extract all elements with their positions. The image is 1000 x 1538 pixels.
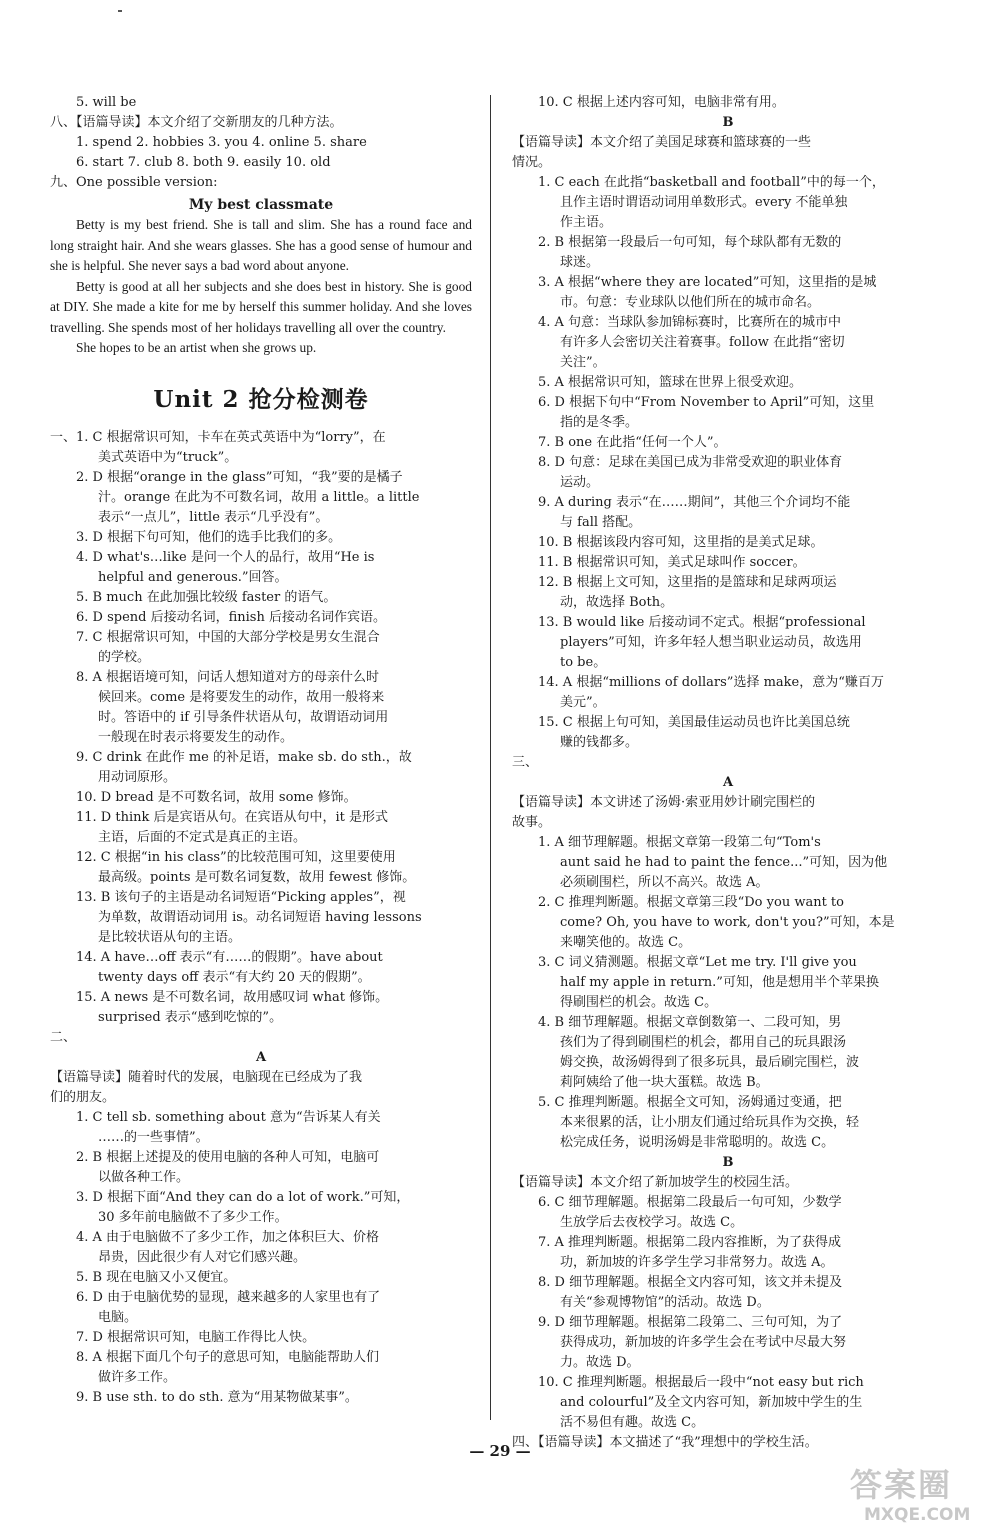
- answer-line: 3. A 根据“where they are located”可知，这里指的是城: [538, 275, 877, 290]
- answer-line: 2. B 根据上述提及的使用电脑的各种人可知，电脑可: [76, 1149, 380, 1165]
- answer-line: surprised 表示“感到吃惊的”。: [98, 1009, 283, 1025]
- watermark-logo: [850, 1465, 990, 1531]
- answer-line: 10. C 根据上述内容可知，电脑非常有用。: [538, 95, 785, 110]
- answer-line: 一般现在时表示将要发生的动作。: [98, 729, 294, 745]
- answer-line: 5. B 现在电脑又小又便宜。: [76, 1269, 237, 1285]
- watermark-text: 答案圈: [850, 1466, 953, 1504]
- answer-line: 4. A 由于电脑做不了多少工作，加之体积巨大、价格: [76, 1229, 380, 1245]
- answer-line: 6. D 由于电脑优势的显现，越来越多的人家里也有了: [76, 1289, 381, 1305]
- answer-line: 候回来。come 是将要发生的动作，故用一般将来: [98, 689, 385, 705]
- answer-line: 5. B much 在此加强比较级 faster 的语气。: [76, 589, 337, 605]
- scan-mark: [118, 10, 122, 12]
- answer-line: 且作主语时谓语动词用单数形式。every 不能单独: [560, 195, 848, 210]
- answer-line: 8. A 根据语境可知，问话人想知道对方的母亲什么时: [76, 669, 380, 685]
- answer-line: 3. D 根据下面“And they can do a lot of work.”可知，: [76, 1189, 410, 1205]
- answer-line: 9. A during 表示“在……期间”，其他三个介词均不能: [538, 495, 851, 510]
- answer-line: 姆交换，故汤姆得到了很多玩具，最后刷完围栏，波: [560, 1055, 860, 1070]
- answer-line: 用动词原形。: [98, 769, 177, 785]
- answer-line: 1. C tell sb. something about 意为“告诉某人有关: [76, 1109, 381, 1125]
- sample-essay: [50, 215, 472, 359]
- answer-line: 电脑。: [98, 1309, 138, 1325]
- answer-line: 13. B 该句子的主语是动名词短语“Picking apples”，视: [76, 889, 406, 905]
- answer-line: 美式英语中为“truck”。: [98, 449, 238, 465]
- answer-line: 3. C 词义猜测题。根据文章“Let me try. I'll give you: [538, 955, 857, 970]
- essay-paragraph: Betty is my best friend. She is tall and slim. She has a round face and long straight hair. And she wears glasses. She has a good sense of humour and she is helpful. She never says a bad word about anyone.: [50, 217, 472, 273]
- column-divider: [490, 95, 491, 1420]
- answer-line: 10. D bread 是不可数名词，故用 some 修饰。: [76, 789, 357, 805]
- answer-line: and colourful”及全文内容可知，新加坡中学生的生: [560, 1395, 863, 1410]
- answer-line: B: [722, 115, 734, 130]
- answer-line: 主语，后面的不定式是真正的主语。: [98, 829, 307, 845]
- answer-line: 9. D 细节理解题。根据第二段第二、三句可知，为了: [538, 1315, 843, 1330]
- answer-line: 6. C 细节理解题。根据第二段最后一句可知，少数学: [538, 1195, 842, 1210]
- answer-line: 以做各种工作。: [98, 1169, 190, 1185]
- answer-line: 6. D 根据下句中“From November to April”可知，这里: [538, 395, 875, 410]
- answer-line: 关注”。: [560, 355, 606, 370]
- answer-line: 作主语。: [560, 215, 613, 230]
- essay-paragraph: She hopes to be an artist when she grows up.: [76, 340, 317, 355]
- unit-title: Unit 2 抢分检测卷: [153, 385, 369, 413]
- answer-line: 30 多年前电脑做不了多少工作。: [98, 1209, 288, 1225]
- answer-line: 孩们为了得到刷围栏的机会，都用自己的玩具跟汤: [560, 1035, 847, 1050]
- answer-line: aunt said he had to paint the fence...”可知，因为他: [560, 855, 888, 870]
- left-top-answers: [50, 93, 472, 193]
- answer-line: 动，故选择 Both。: [560, 595, 674, 610]
- answer-line: 5. C 推理判断题。根据全文可知，汤姆通过变通，把: [538, 1095, 842, 1110]
- answer-line: 8. A 根据下面几个句子的意思可知，电脑能帮助人们: [76, 1349, 380, 1365]
- answer-line: helpful and generous.”回答。: [98, 569, 288, 585]
- answer-line: 2. D 根据“orange in the glass”可知，“我”要的是橘子: [76, 469, 403, 485]
- answer-line: 表示“一点儿”，little 表示“几乎没有”。: [98, 509, 329, 525]
- answer-line: 市。句意：专业球队以他们所在的城市命名。: [560, 295, 821, 310]
- answer-line: 1. A 细节理解题。根据文章第一段第二句“Tom's: [538, 835, 821, 850]
- answer-line: 活不易但有趣。故选 C。: [560, 1415, 705, 1430]
- answer-line: 故事。: [512, 815, 552, 830]
- answer-line: A: [255, 1049, 267, 1065]
- answer-line: 【语篇导读】本文介绍了新加坡学生的校园生活。: [512, 1175, 799, 1190]
- answer-line: 二、: [50, 1029, 77, 1045]
- answer-line: 运动。: [560, 475, 600, 490]
- answer-line: 15. C 根据上句可知，美国最佳运动员也许比美国总统: [538, 715, 850, 730]
- answer-line: 3. D 根据下句可知，他们的选手比我们的多。: [76, 529, 342, 545]
- answer-line: 最高级。points 是可数名词复数，故用 fewest 修饰。: [98, 869, 416, 885]
- answer-line: 5. A 根据常识可知，篮球在世界上很受欢迎。: [538, 375, 803, 390]
- answer-line: 获得成功，新加坡的许多学生会在考试中尽最大努: [560, 1335, 847, 1350]
- answer-line: 2. B 根据第一段最后一句可知，每个球队都有无数的: [538, 235, 842, 250]
- essay-paragraph: Betty is good at all her subjects and she does best in history. She is good at DIY. She made a kite for me by herself this summer holiday. And she loves travelling. She spends most of her holidays travelling all over the country.: [50, 278, 472, 335]
- answer-line: 10. C 推理判断题。根据最后一段中“not easy but rich: [538, 1375, 864, 1390]
- answer-line: 美元”。: [560, 695, 606, 710]
- answer-line: 7. C 根据常识可知，中国的大部分学校是男女生混合: [76, 629, 380, 645]
- answer-line: 15. A news 是不可数名词，故用感叹词 what 修饰。: [76, 989, 389, 1005]
- answer-line: 汁。orange 在此为不可数名词，故用 a little。a little: [98, 489, 420, 505]
- answer-line: 14. A have…off 表示“有……的假期”。have about: [76, 949, 383, 965]
- answer-line: 与 fall 搭配。: [560, 515, 642, 530]
- answer-line: 11. D think 后是宾语从句。在宾语从句中，it 是形式: [76, 809, 389, 825]
- answer-line: 是比较状语从句的主语。: [98, 929, 242, 945]
- answer-line: 9. C drink 在此作 me 的补足语，make sb. do sth.，故: [76, 749, 412, 765]
- answer-line: B: [722, 1155, 734, 1170]
- answer-line: 9. B use sth. to do sth. 意为“用某物做某事”。: [76, 1389, 358, 1405]
- answer-line: 7. A 推理判断题。根据第二段内容推断，为了获得成: [538, 1235, 842, 1250]
- essay-title: My best classmate: [188, 197, 334, 213]
- answer-line: 13. B would like 后接动词不定式。根据“professional: [538, 615, 866, 630]
- answer-line: 赚的钱都多。: [560, 735, 639, 750]
- left-column: [50, 93, 472, 1408]
- answer-line: 有许多人会密切关注着赛事。follow 在此指“密切: [560, 335, 845, 350]
- answer-line: 力。故选 D。: [560, 1355, 640, 1370]
- answer-line: 三、: [512, 755, 539, 770]
- answer-line: 12. B 根据上文可知，这里指的是篮球和足球两项运: [538, 575, 837, 590]
- answer-line: 们的朋友。: [50, 1089, 116, 1105]
- answer-line: 九、One possible version:: [50, 175, 218, 190]
- answer-line: twenty days off 表示“有大约 20 天的假期”。: [98, 969, 371, 985]
- answer-line: 8. D 细节理解题。根据全文内容可知，该文并未提及: [538, 1275, 843, 1290]
- answer-line: 功，新加坡的许多学生学习非常努力。故选 A。: [560, 1255, 834, 1270]
- answer-line: 6. D spend 后接动名词，finish 后接动名词作宾语。: [76, 609, 386, 625]
- right-answer-lines: [512, 93, 944, 1453]
- answer-line: to be。: [560, 655, 607, 670]
- answer-line: 生放学后去夜校学习。故选 C。: [560, 1215, 744, 1230]
- answer-line: 1. spend 2. hobbies 3. you 4. online 5. share: [76, 135, 367, 150]
- answer-line: 本来很累的活，让小朋友们通过给玩具作为交换，轻: [560, 1115, 860, 1130]
- answer-line: 指的是冬季。: [560, 415, 639, 430]
- answer-line: 来嘲笑他的。故选 C。: [560, 935, 692, 950]
- answer-line: 昂贵，因此很少有人对它们感兴趣。: [98, 1249, 307, 1265]
- answer-line: 情况。: [512, 155, 552, 170]
- answer-line: 时。答语中的 if 引导条件状语从句，故谓语动词用: [98, 709, 389, 725]
- answer-line: 球迷。: [560, 255, 600, 270]
- answer-line: 7. B one 在此指“任何一个人”。: [538, 435, 727, 450]
- answer-line: 4. D what's…like 是问一个人的品行，故用“He is: [76, 549, 375, 565]
- answer-line: 一、1. C 根据常识可知，卡车在英式英语中为“lorry”，在: [50, 429, 386, 445]
- answer-line: 的学校。: [98, 649, 151, 665]
- answer-line: 为单数，故谓语动词用 is。动名词短语 having lessons: [98, 909, 422, 925]
- answer-line: 8. D 句意：足球在美国已成为非常受欢迎的职业体育: [538, 455, 843, 470]
- answer-line: come? Oh, you have to work, don't you?”可知，本是: [560, 915, 895, 930]
- answer-line: 八、【语篇导读】本文介绍了交新朋友的几种方法。: [50, 115, 343, 130]
- answer-line: ……的一些事情”。: [98, 1129, 209, 1145]
- answer-line: 【语篇导读】本文讲述了汤姆·索亚用妙计刷完围栏的: [512, 795, 816, 810]
- answer-line: half my apple in return.”可知，他是想用半个苹果换: [560, 975, 879, 990]
- answer-line: 10. B 根据该段内容可知，这里指的是美式足球。: [538, 535, 824, 550]
- answer-line: A: [722, 775, 734, 790]
- answer-line: 【语篇导读】本文介绍了美国足球赛和篮球赛的一些: [512, 135, 812, 150]
- answer-line: 2. C 推理判断题。根据文章第三段“Do you want to: [538, 895, 844, 910]
- answer-line: 14. A 根据“millions of dollars”选择 make，意为“赚百万: [538, 675, 884, 690]
- answer-line: 【语篇导读】随着时代的发展，电脑现在已经成为了我: [50, 1069, 363, 1085]
- answer-line: 4. B 细节理解题。根据文章倒数第一、二段可知，男: [538, 1015, 842, 1030]
- answer-line: 1. C each 在此指“basketball and football”中的每一个，: [538, 175, 885, 190]
- answer-line: 松完成任务，说明汤姆是非常聪明的。故选 C。: [560, 1135, 835, 1150]
- answer-line: 有关“参观博物馆”的活动。故选 D。: [560, 1295, 770, 1310]
- answer-line: 11. B 根据常识可知，美式足球叫作 soccer。: [538, 555, 806, 570]
- answer-line: 12. C 根据“in his class”的比较范围可知，这里要使用: [76, 849, 396, 865]
- answer-line: 7. D 根据常识可知，电脑工作得比人快。: [76, 1329, 316, 1345]
- answer-line: 得刷围栏的机会。故选 C。: [560, 995, 718, 1010]
- answer-line: 6. start 7. club 8. both 9. easily 10. old: [76, 155, 331, 170]
- answer-line: players”可知，许多年轻人想当职业运动员，故选用: [560, 635, 862, 650]
- right-column: [512, 93, 944, 1453]
- answer-line: 5. will be: [76, 95, 137, 110]
- answer-line: 做许多工作。: [98, 1369, 177, 1385]
- answer-line: 4. A 句意：当球队参加锦标赛时，比赛所在的城市中: [538, 315, 842, 330]
- answer-line: 四、【语篇导读】本文描述了“我”理想中的学校生活。: [512, 1435, 818, 1450]
- watermark-url: MXQE.COM: [864, 1505, 971, 1525]
- left-answer-lines: [50, 428, 472, 1408]
- page-number: — 29 —: [469, 1442, 531, 1460]
- answer-line: 莉阿姨给了他一块大蛋糕。故选 B。: [560, 1075, 769, 1090]
- answer-line: 必须刷围栏，所以不高兴。故选 A。: [560, 875, 769, 890]
